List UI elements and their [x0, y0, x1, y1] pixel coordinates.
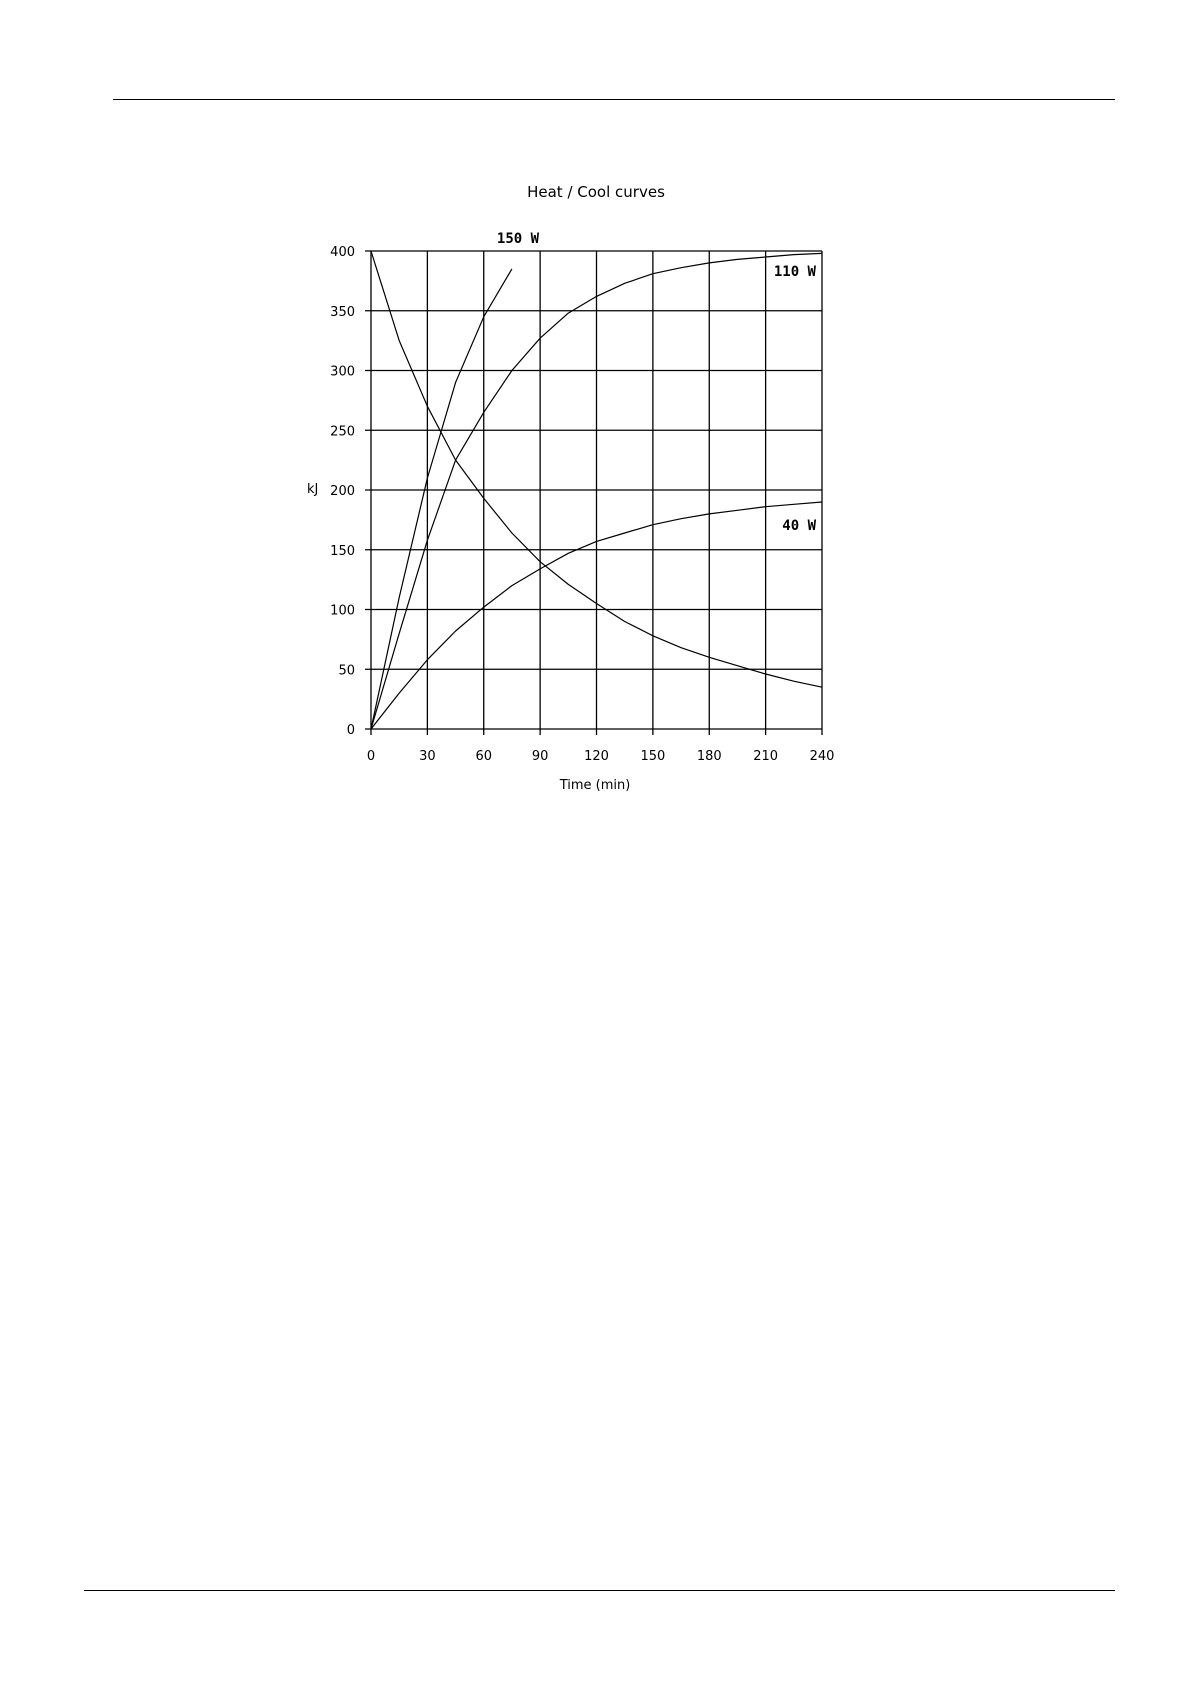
x-tick-label: 210: [753, 749, 779, 764]
y-tick-label: 250: [330, 424, 355, 440]
curve-labels: [497, 231, 817, 534]
legend-label: 40 W: [782, 518, 816, 534]
x-tick-label: 180: [696, 749, 722, 764]
legend-label: 110 W: [773, 264, 816, 280]
x-tick-label: 150: [640, 749, 666, 764]
y-tick-label: 300: [330, 364, 355, 380]
y-axis-label: kJ: [307, 482, 319, 497]
x-tick-label: 0: [366, 749, 376, 764]
legend-label: 150 W: [496, 231, 540, 247]
y-tick-label: 350: [330, 304, 355, 320]
y-tick-label: 150: [330, 543, 355, 559]
x-tick-label: 60: [475, 749, 493, 764]
grid: [365, 251, 822, 735]
y-tick-label: 200: [330, 484, 355, 499]
y-tick-label: 0: [346, 723, 355, 738]
x-tick-label: 240: [809, 749, 835, 764]
y-tick-label: 100: [330, 603, 355, 619]
y-tick-label: 400: [330, 245, 355, 260]
y-tick-label: 50: [338, 663, 355, 679]
x-tick-label: 90: [531, 749, 549, 764]
chart-title: Heat / Cool curves: [527, 183, 665, 201]
x-tick-label: 120: [584, 749, 609, 764]
x-tick-label: 30: [419, 749, 436, 764]
x-axis-label: Time (min): [559, 778, 631, 793]
